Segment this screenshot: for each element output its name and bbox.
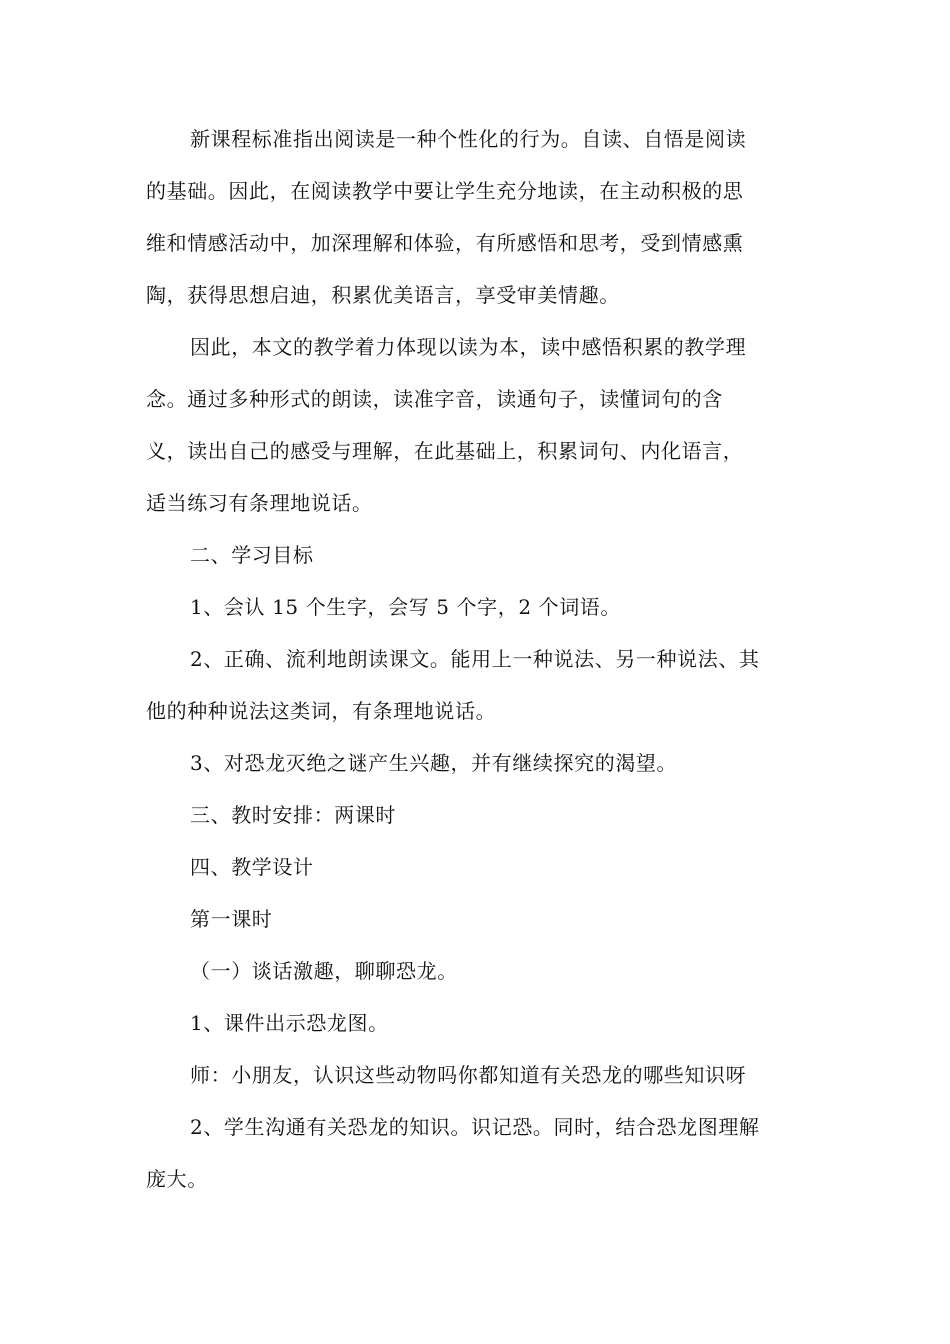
step-item-2-line-2: 庞大。 <box>146 1167 208 1191</box>
step-heading: （一）谈话激趣，聊聊恐龙。 <box>190 959 458 983</box>
goal-item-3: 3、对恐龙灭绝之谜产生兴趣，并有继续探究的渴望。 <box>190 751 678 775</box>
paragraph-2-line-4: 适当练习有条理地说话。 <box>146 491 373 515</box>
section-heading-learning-goals: 二、学习目标 <box>190 543 314 567</box>
section-heading-design: 四、教学设计 <box>190 855 314 879</box>
paragraph-2-line-3: 义，读出自己的感受与理解，在此基础上，积累词句、内化语言， <box>146 439 744 463</box>
paragraph-1-line-2: 的基础。因此，在阅读教学中要让学生充分地读，在主动积极的思 <box>146 179 744 203</box>
step-item-2-line-1: 2、学生沟通有关恐龙的知识。识记恐。同时，结合恐龙图理解 <box>190 1115 760 1139</box>
lesson-heading: 第一课时 <box>190 907 273 931</box>
paragraph-2-line-1: 因此，本文的教学着力体现以读为本，读中感悟积累的教学理 <box>190 335 747 359</box>
goal-item-2-line-1: 2、正确、流利地朗读课文。能用上一种说法、另一种说法、其 <box>190 647 760 671</box>
paragraph-1-line-3: 维和情感活动中，加深理解和体验，有所感悟和思考，受到情感熏 <box>146 231 744 255</box>
teacher-line: 师：小朋友，认识这些动物吗你都知道有关恐龙的哪些知识呀 <box>190 1063 747 1087</box>
paragraph-1-line-4: 陶，获得思想启迪，积累优美语言，享受审美情趣。 <box>146 283 620 307</box>
paragraph-1-line-1: 新课程标准指出阅读是一种个性化的行为。自读、自悟是阅读 <box>190 127 747 151</box>
step-item-1: 1、课件出示恐龙图。 <box>190 1011 389 1035</box>
document-body <box>146 113 806 1205</box>
goal-item-1: 1、会认 15 个生字，会写 5 个字，2 个词语。 <box>190 595 622 619</box>
goal-item-2-line-2: 他的种种说法这类词，有条理地说话。 <box>146 699 497 723</box>
paragraph-2-line-2: 念。通过多种形式的朗读，读准字音，读通句子，读懂词句的含 <box>146 387 723 411</box>
section-heading-schedule: 三、教时安排：两课时 <box>190 803 396 827</box>
